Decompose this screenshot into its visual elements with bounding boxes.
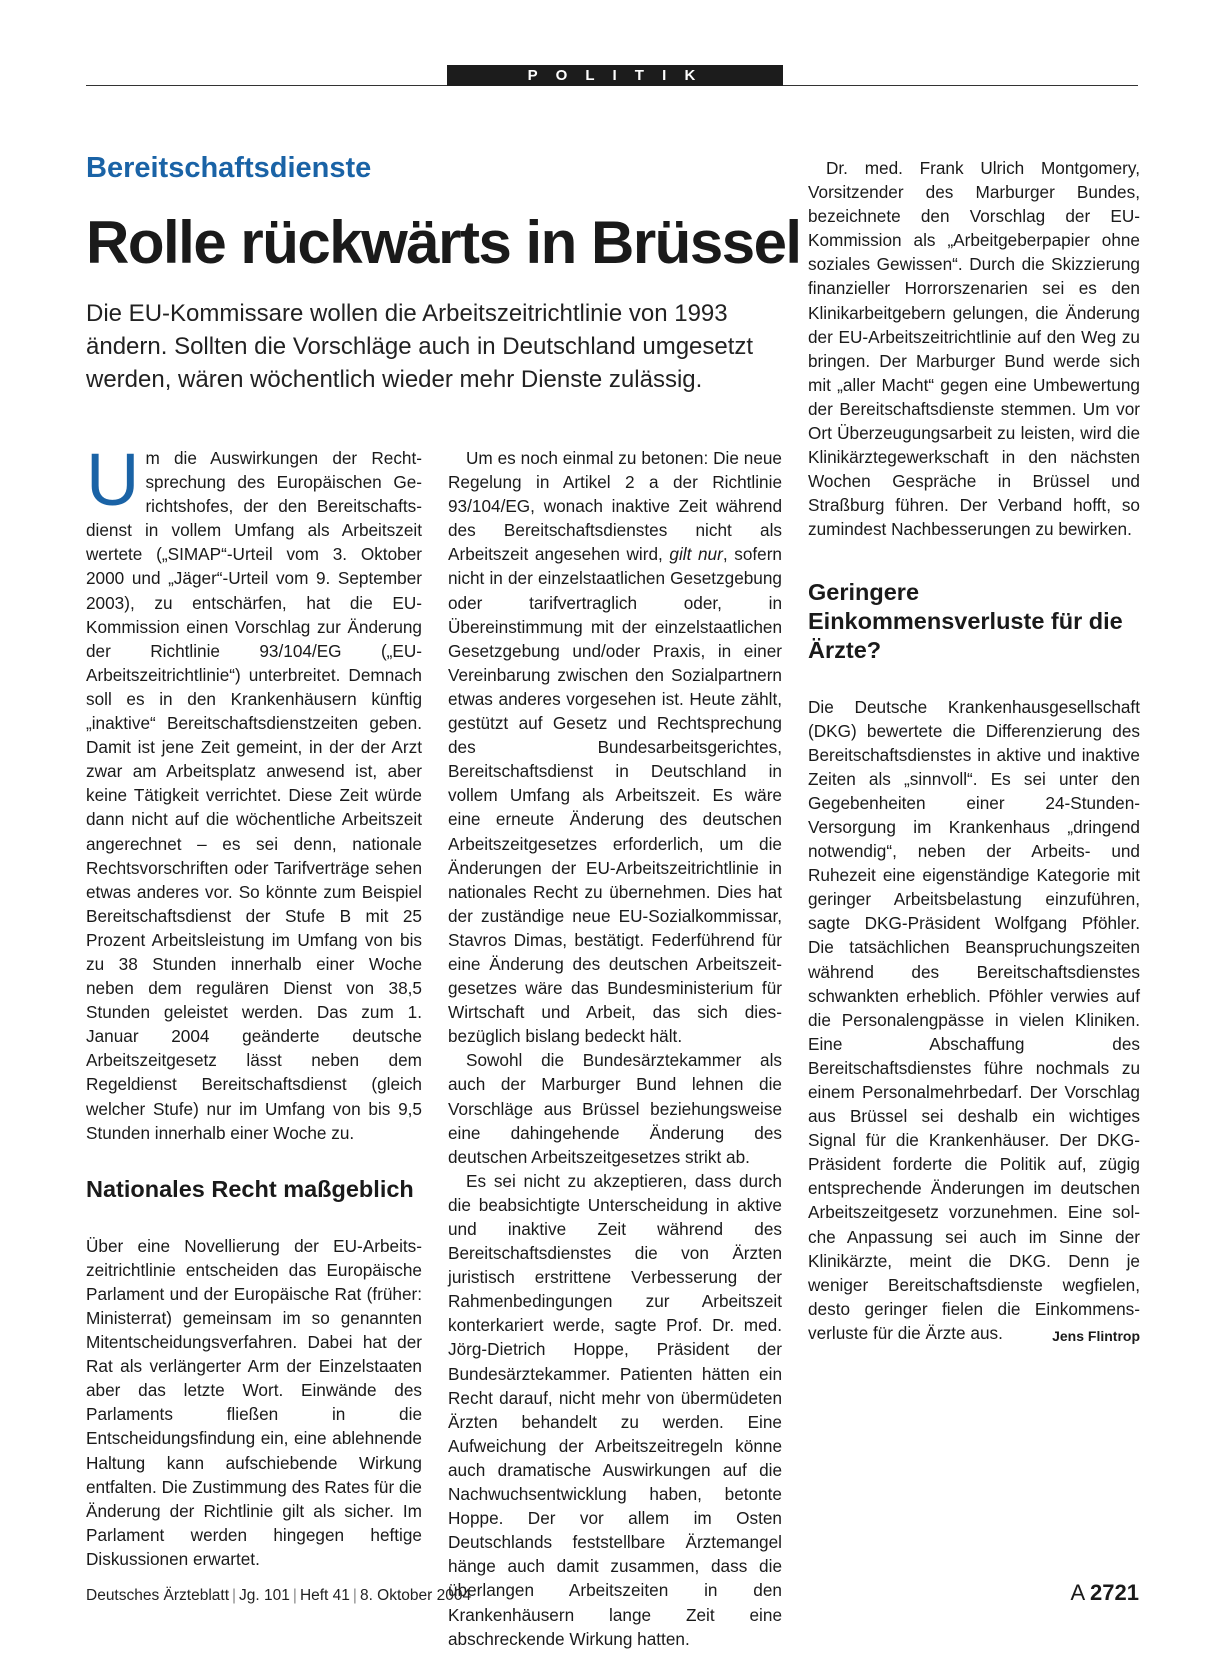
subheading: Nationales Recht maßgeblich bbox=[86, 1175, 414, 1202]
separator: | bbox=[232, 1587, 237, 1604]
paragraph-text: m die Auswirkungen der Rechtsprechung des Europäischen Gerichtshofes, der den Bereitschaftsdienst in vollem Umfang als Arbeitszeit wertete („SIMAP“-Urteil vom 3. Oktober 2000 und „Jäger“-Urteil vom 9. September 2003), zu entschärfen, hat die EU-Kommission einen Vorschlag zur Änderung der Richtlinie 93/104/EG („EU-Arbeitszeitrichtlinie“) unterbreitet. Demnach soll es in den Krankenhäusern künftig „inaktive“ Bereitschaftsdienstzeiten geben. Damit ist jene Zeit gemeint, in der der Arzt zwar am Arbeitsplatz anwesend ist, aber keine Tätigkeit verrichtet. Diese Zeit würde dann nicht auf die wöchentliche Arbeitszeit angerechnet – es sei denn, nationale Rechtsvorschriften oder Tarifverträge sehen etwas anderes vor. So könnte zum Beispiel Bereitschaftsdienst der Stufe B mit 25 Prozent Arbeitsleistung im Umfang von bis zu 38 Stunden innerhalb einer Woche neben dem regulären Dienst von 38,5 Stunden geleistet werden. Das zum 1. Januar 2004 geänderte deutsche Arbeitszeitgesetz lässt neben dem Regeldienst Bereitschaftsdienst (gleich welcher Stufe) nur im Umfang von bis 9,5 Stunden innerhalb einer Woche zu. bbox=[86, 448, 422, 1143]
text-column-3 bbox=[808, 156, 1140, 1348]
issue: Heft 41 bbox=[299, 1587, 350, 1604]
emphasis-text: gilt nur bbox=[669, 544, 723, 565]
paragraph bbox=[86, 438, 422, 1145]
article-lead: Die EU-Kommissare wollen die Arbeitszeitrichtlinie von 1993 ändern. Sollten die Vorschläge auch in Deutschland umgesetzt werden, wären wöchentlich wieder mehr Dienste zulässig. bbox=[86, 300, 754, 393]
article-headline: Rolle rückwärts in Brüssel bbox=[86, 209, 801, 276]
page-number bbox=[1070, 1580, 1139, 1606]
separator: | bbox=[292, 1587, 297, 1604]
paragraph: Über eine Novellierung der EU-Arbeitszeitrichtlinie entscheiden das Europäische Parlament und der Europäische Rat (früher: Ministerrat) gemeinsam im so genannten Mitentscheidungsverfahren. Dabei hat der Rat als verlängerter Arm der Einzelstaaten aber das letzte Wort. Einwände des Parlaments fließen in die Entscheidungsfindung ein, eine ablehnende Haltung kann aufschiebende Wirkung entfalten. Die Zustimmung des Rates für die Änderung der Richtlinie gilt als sicher. Im Parlament werden hingegen heftige Diskussionen erwartet. bbox=[86, 1235, 422, 1569]
paragraph: Dr. med. Frank Ulrich Montgomery, Vorsitzender des Marburger Bundes, bezeichnete den Vorschlag der EU-Kommission als „Arbeitgeberpapier ohne soziales Gewissen“. Durch die Skizzierung finanzieller Horrorszenarien sei es den Klinikarbeitgebern gelungen, die Änderung der EU-Arbeitszeitrichtlinie auf den Weg zu bringen. Der Marburger Bund werde sich mit „aller Macht“ gegen eine Umbewertung der Bereitschaftsdienste stemmen. Um vor Ort Überzeugungsarbeit zu leisten, wird die Klinikärztegewerkschaft in den nächsten Wochen Gespräche in Brüssel und Straßburg führen. Der Verband hofft, so zumindest Nachbesserungen zu bewirken. bbox=[808, 158, 1140, 540]
footer-citation bbox=[86, 1587, 471, 1605]
article-kicker: Bereitschaftsdienste bbox=[86, 152, 372, 184]
section-label: P O L I T I K bbox=[447, 65, 783, 86]
volume: Jg. 101 bbox=[239, 1587, 290, 1604]
paragraph-text: Um es noch einmal zu betonen: Die neue Regelung in Artikel 2 a der Richtlinie 93/104/EG, wonach inaktive Zeit während des Bereitschaftsdienstes nicht als Arbeitszeit angesehen wird, bbox=[448, 448, 782, 565]
dropcap: U bbox=[86, 438, 140, 521]
paragraph-text: Die Deutsche Krankenhausgesellschaft (DKG) bewertete die Differenzierung des Bereitschaftsdienstes in aktive und inaktive Zeiten als „sinnvoll“. Es sei unter den Gegebenheiten einer 24-Stunden-Versorgung im Krankenhaus „dringend notwendig“, neben der Arbeits- und Ruhezeit eine eigenständige Kategorie mit geringer Arbeitsbelastung einzuführen, sagte DKG-Präsident Wolfgang Pföhler. Die tatsächlichen Beanspruchungszeiten während des Bereitschaftsdienstes schwankten erheblich. Pföhler verwies auf die Personalengpässe in vielen Kliniken. Eine Abschaffung des Bereitschaftsdienstes führe nochmals zu einem Personalmehrbedarf. Der Vorschlag aus Brüssel sei deshalb ein wichtiges Signal für die Krankenhäuser. Der DKG-Präsident forderte die Politik auf, zügig entsprechende Änderungen im deutschen Arbeitszeitgesetz vorzunehmen. Eine solche Anpassung sei auch im Sinne der Klinikärzte, meint die DKG. Denn je weniger Bereitschaftsdienste wegfielen, desto geringer fielen die Einkommensverluste für die Ärzte aus. bbox=[808, 696, 1140, 1343]
text-column-1 bbox=[86, 438, 422, 1571]
paragraph bbox=[808, 695, 1140, 1346]
paragraph: Es sei nicht zu akzeptieren, dass durch die beabsichtigte Unterscheidung in aktive und inaktive Zeit während des Bereitschaftsdienstes die von Ärzten juristisch erstrittene Verbesserung der Rahmenbedingungen zur Arbeitszeit konterkariert werde, sagte Prof. Dr. med. Jörg-Dietrich Hoppe, Präsident der Bundesärztekammer. Patienten hätten ein Recht darauf, nicht mehr von übermüdeten Ärzten behandelt zu werden. Eine Aufweichung der Arbeitszeitregeln könne auch dramatische Auswirkungen auf die Nachwuchsentwicklung haben, betonte Hoppe. Der vor allem im Osten Deutschlands feststellbare Ärztemangel hänge auch damit zusammen, dass die überlangen Arbeitszeiten in den Krankenhäusern lange Zeit eine abschreckende Wirkung hatten. bbox=[448, 1170, 782, 1649]
text-column-2 bbox=[448, 446, 782, 1651]
author-name: Jens Flintrop bbox=[1052, 1327, 1140, 1344]
journal-name: Deutsches Ärzteblatt bbox=[86, 1587, 230, 1604]
page-number-value: 2721 bbox=[1090, 1580, 1139, 1605]
paragraph-text: , sofern nicht in der einzelstaatlichen Gesetzgebung oder tarifvertraglich oder, in Übereinstimmung mit der einzelstaatlichen Gesetzgebung und/oder Praxis, in einer Vereinbarung zwischen den Sozialpartnern etwas anderes vorgesehen ist. Heute zählt, gestützt auf Gesetz und Rechtsprechung des Bundesarbeitsgerichtes, Bereitschaftsdienst in Deutschland in vollem Umfang als Arbeitszeit. Es wäre eine erneute Änderung des deutschen Arbeitszeitgesetzes erforderlich, um die Änderungen der EU-Arbeitszeitrichtlinie in nationales Recht zu übernehmen. Dies hat der zuständige neue EU-Sozialkommissar, Stavros Dimas, bestätigt. Federführend für eine Änderung des deutschen Arbeitszeitgesetzes wäre das Bundesministerium für Wirtschaft und Arbeit, das sich diesbezüglich bislang bedeckt hält. bbox=[448, 544, 782, 1047]
paragraph bbox=[448, 446, 782, 1048]
subheading: Geringere Einkommensverluste für die Ärzte? bbox=[808, 578, 1123, 663]
separator: | bbox=[352, 1587, 357, 1604]
page-prefix: A bbox=[1070, 1580, 1084, 1605]
paragraph: Sowohl die Bundesärztekammer als auch der Marburger Bund lehnen die Vorschläge aus Brüssel beziehungsweise eine dahingehende Änderung des deutschen Arbeitszeitgesetzes strikt ab. bbox=[448, 1050, 782, 1167]
issue-date: 8. Oktober 2004 bbox=[359, 1587, 472, 1604]
